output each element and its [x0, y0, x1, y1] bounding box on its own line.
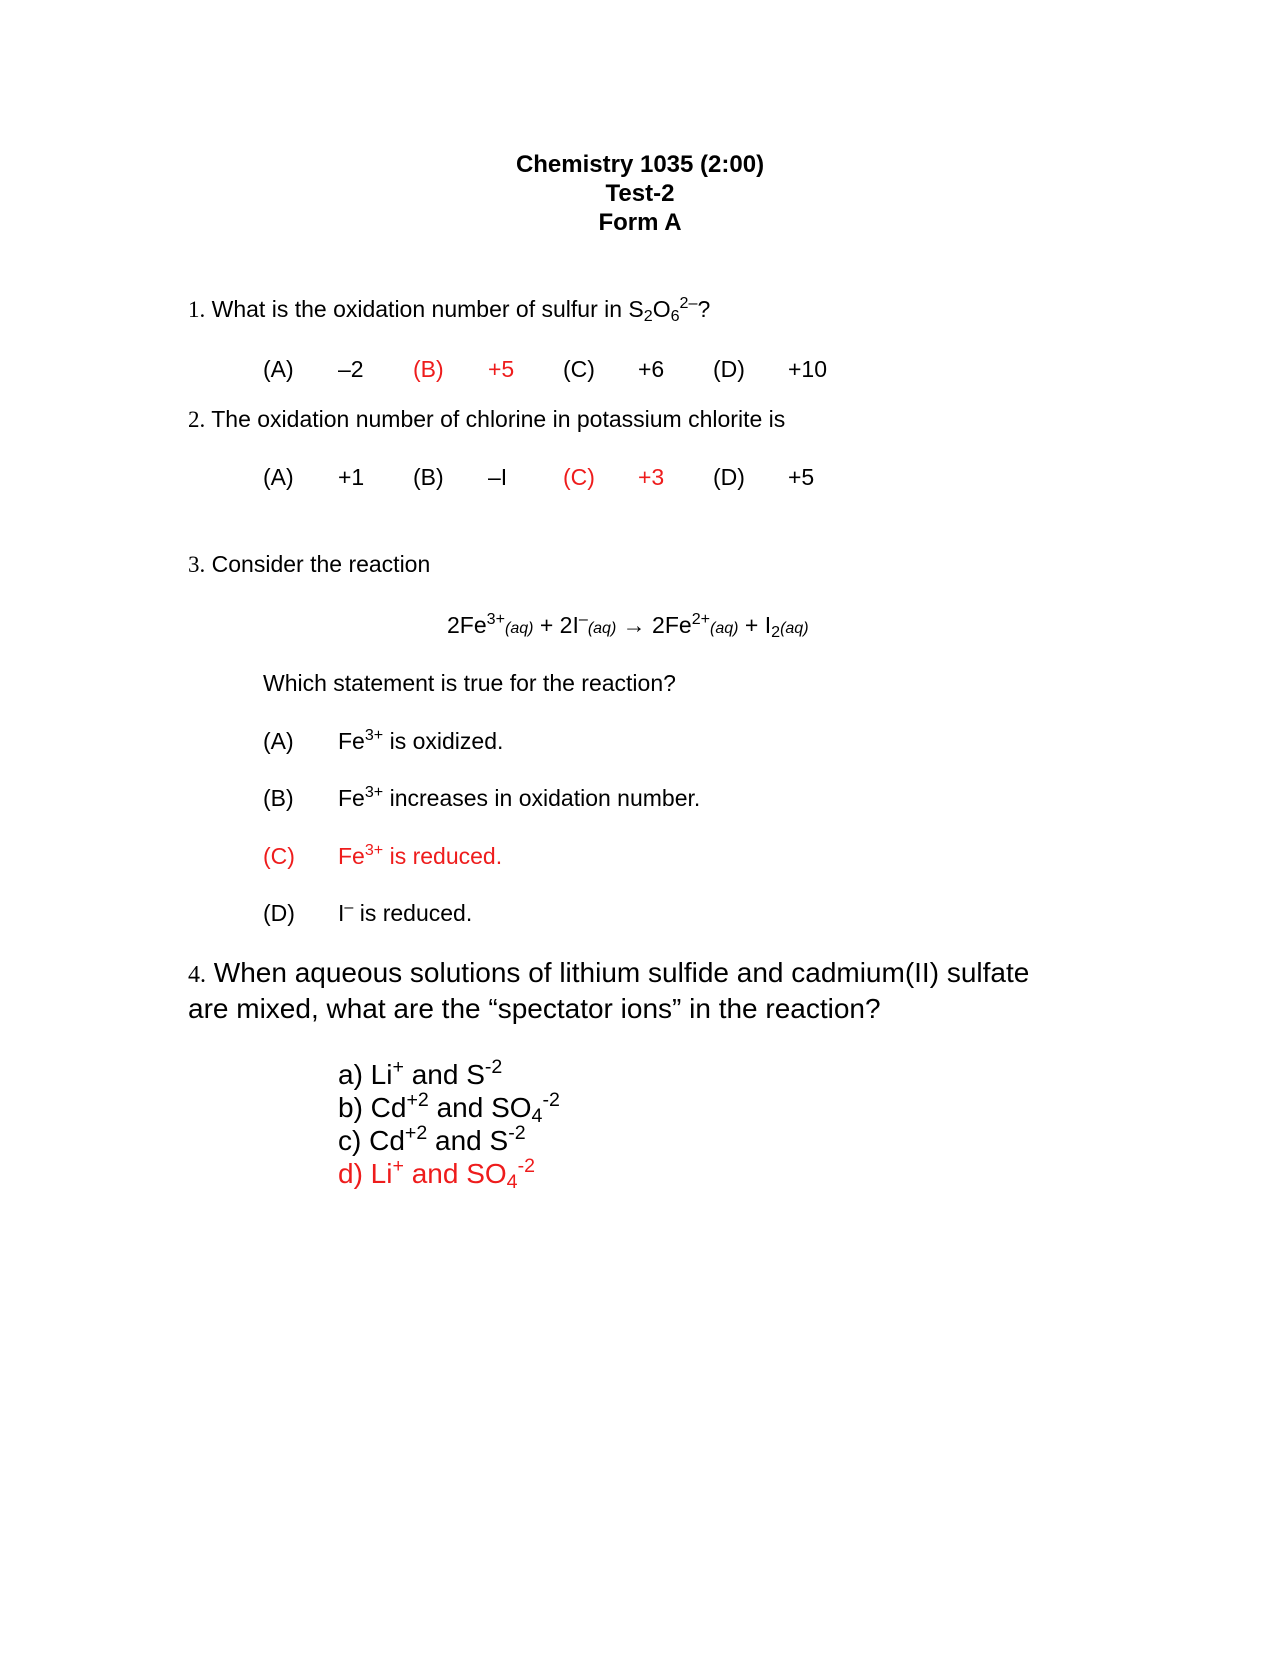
question-number: 2. [188, 407, 206, 432]
question-number: 3. [188, 552, 206, 577]
reaction-equation: $2Fe^{3+}(aq) + 2I^-(aq) \to 2Fe^{2+}(aq) + I_2(aq)$ [447, 610, 809, 642]
question-4: 4. When aqueous solutions of lithium sulfide and cadmium(II) sulfate are mixed, what are the “spectator ions” in the reaction? [188, 957, 1030, 1024]
q3-option-a-text: $Fe^{3+}$ is oxidized. [338, 726, 504, 754]
q1-option-b-letter: (B) [413, 356, 444, 382]
q3-option-c-text: $Fe^{3+}$ is reduced. [338, 841, 503, 869]
q4-answer-a: a) Li+ and $S^{-2}$ [338, 1056, 503, 1090]
q2-option-a-letter: (A) [263, 464, 294, 490]
q2-option-a-value: +1 [338, 464, 365, 490]
question-3: 3. Consider the reaction [188, 551, 431, 577]
q2-option-b-letter: (B) [413, 464, 444, 490]
q1-option-d-letter: (D) [713, 356, 745, 382]
q1-option-c-value: +6 [638, 356, 665, 382]
q1-option-a-letter: (A) [263, 356, 294, 382]
course-title: Chemistry 1035 (2:00) [515, 151, 765, 178]
q2-option-c-value: +3 [638, 464, 665, 490]
q2-option-c-letter: (C) [563, 464, 595, 490]
q3-prompt: Which statement is true for the reaction? [263, 670, 676, 696]
q4-answer-b: b) $Cd^{+2}$ and $SO_4^{-2}$ [338, 1089, 560, 1127]
q3-option-c-letter: (C) [263, 843, 295, 869]
form-title: Form A [598, 209, 682, 236]
q4-answer-d: d) Li+ and $SO_4^{-2}$ [338, 1155, 535, 1193]
q2-option-d-value: +5 [788, 464, 815, 490]
q3-option-d-text: I– is reduced. [338, 898, 473, 926]
q1-option-d-value: +10 [788, 356, 828, 382]
test-title: Test-2 [605, 180, 675, 207]
q3-option-b-letter: (B) [263, 785, 294, 811]
q4-answer-c: c) $Cd^{+2}$ and $S^{-2}$ [338, 1122, 526, 1156]
q3-option-b-text: $Fe^{3+}$ increases in oxidation number. [338, 783, 701, 811]
q1-option-c-letter: (C) [563, 356, 595, 382]
q3-option-d-letter: (D) [263, 900, 295, 926]
question-number: 1. [188, 297, 206, 322]
question-1: 1. What is the oxidation number of sulfur in $S_2O_6^{2-}$? [188, 294, 711, 326]
q2-option-b-value: –I [488, 464, 508, 490]
q2-option-d-letter: (D) [713, 464, 745, 490]
q1-option-a-value: –2 [338, 356, 364, 382]
question-number: 4. [188, 962, 206, 988]
q1-option-b-value: +5 [488, 356, 515, 382]
q3-option-a-letter: (A) [263, 728, 294, 754]
question-2: 2. The oxidation number of chlorine in potassium chlorite is [188, 406, 786, 432]
